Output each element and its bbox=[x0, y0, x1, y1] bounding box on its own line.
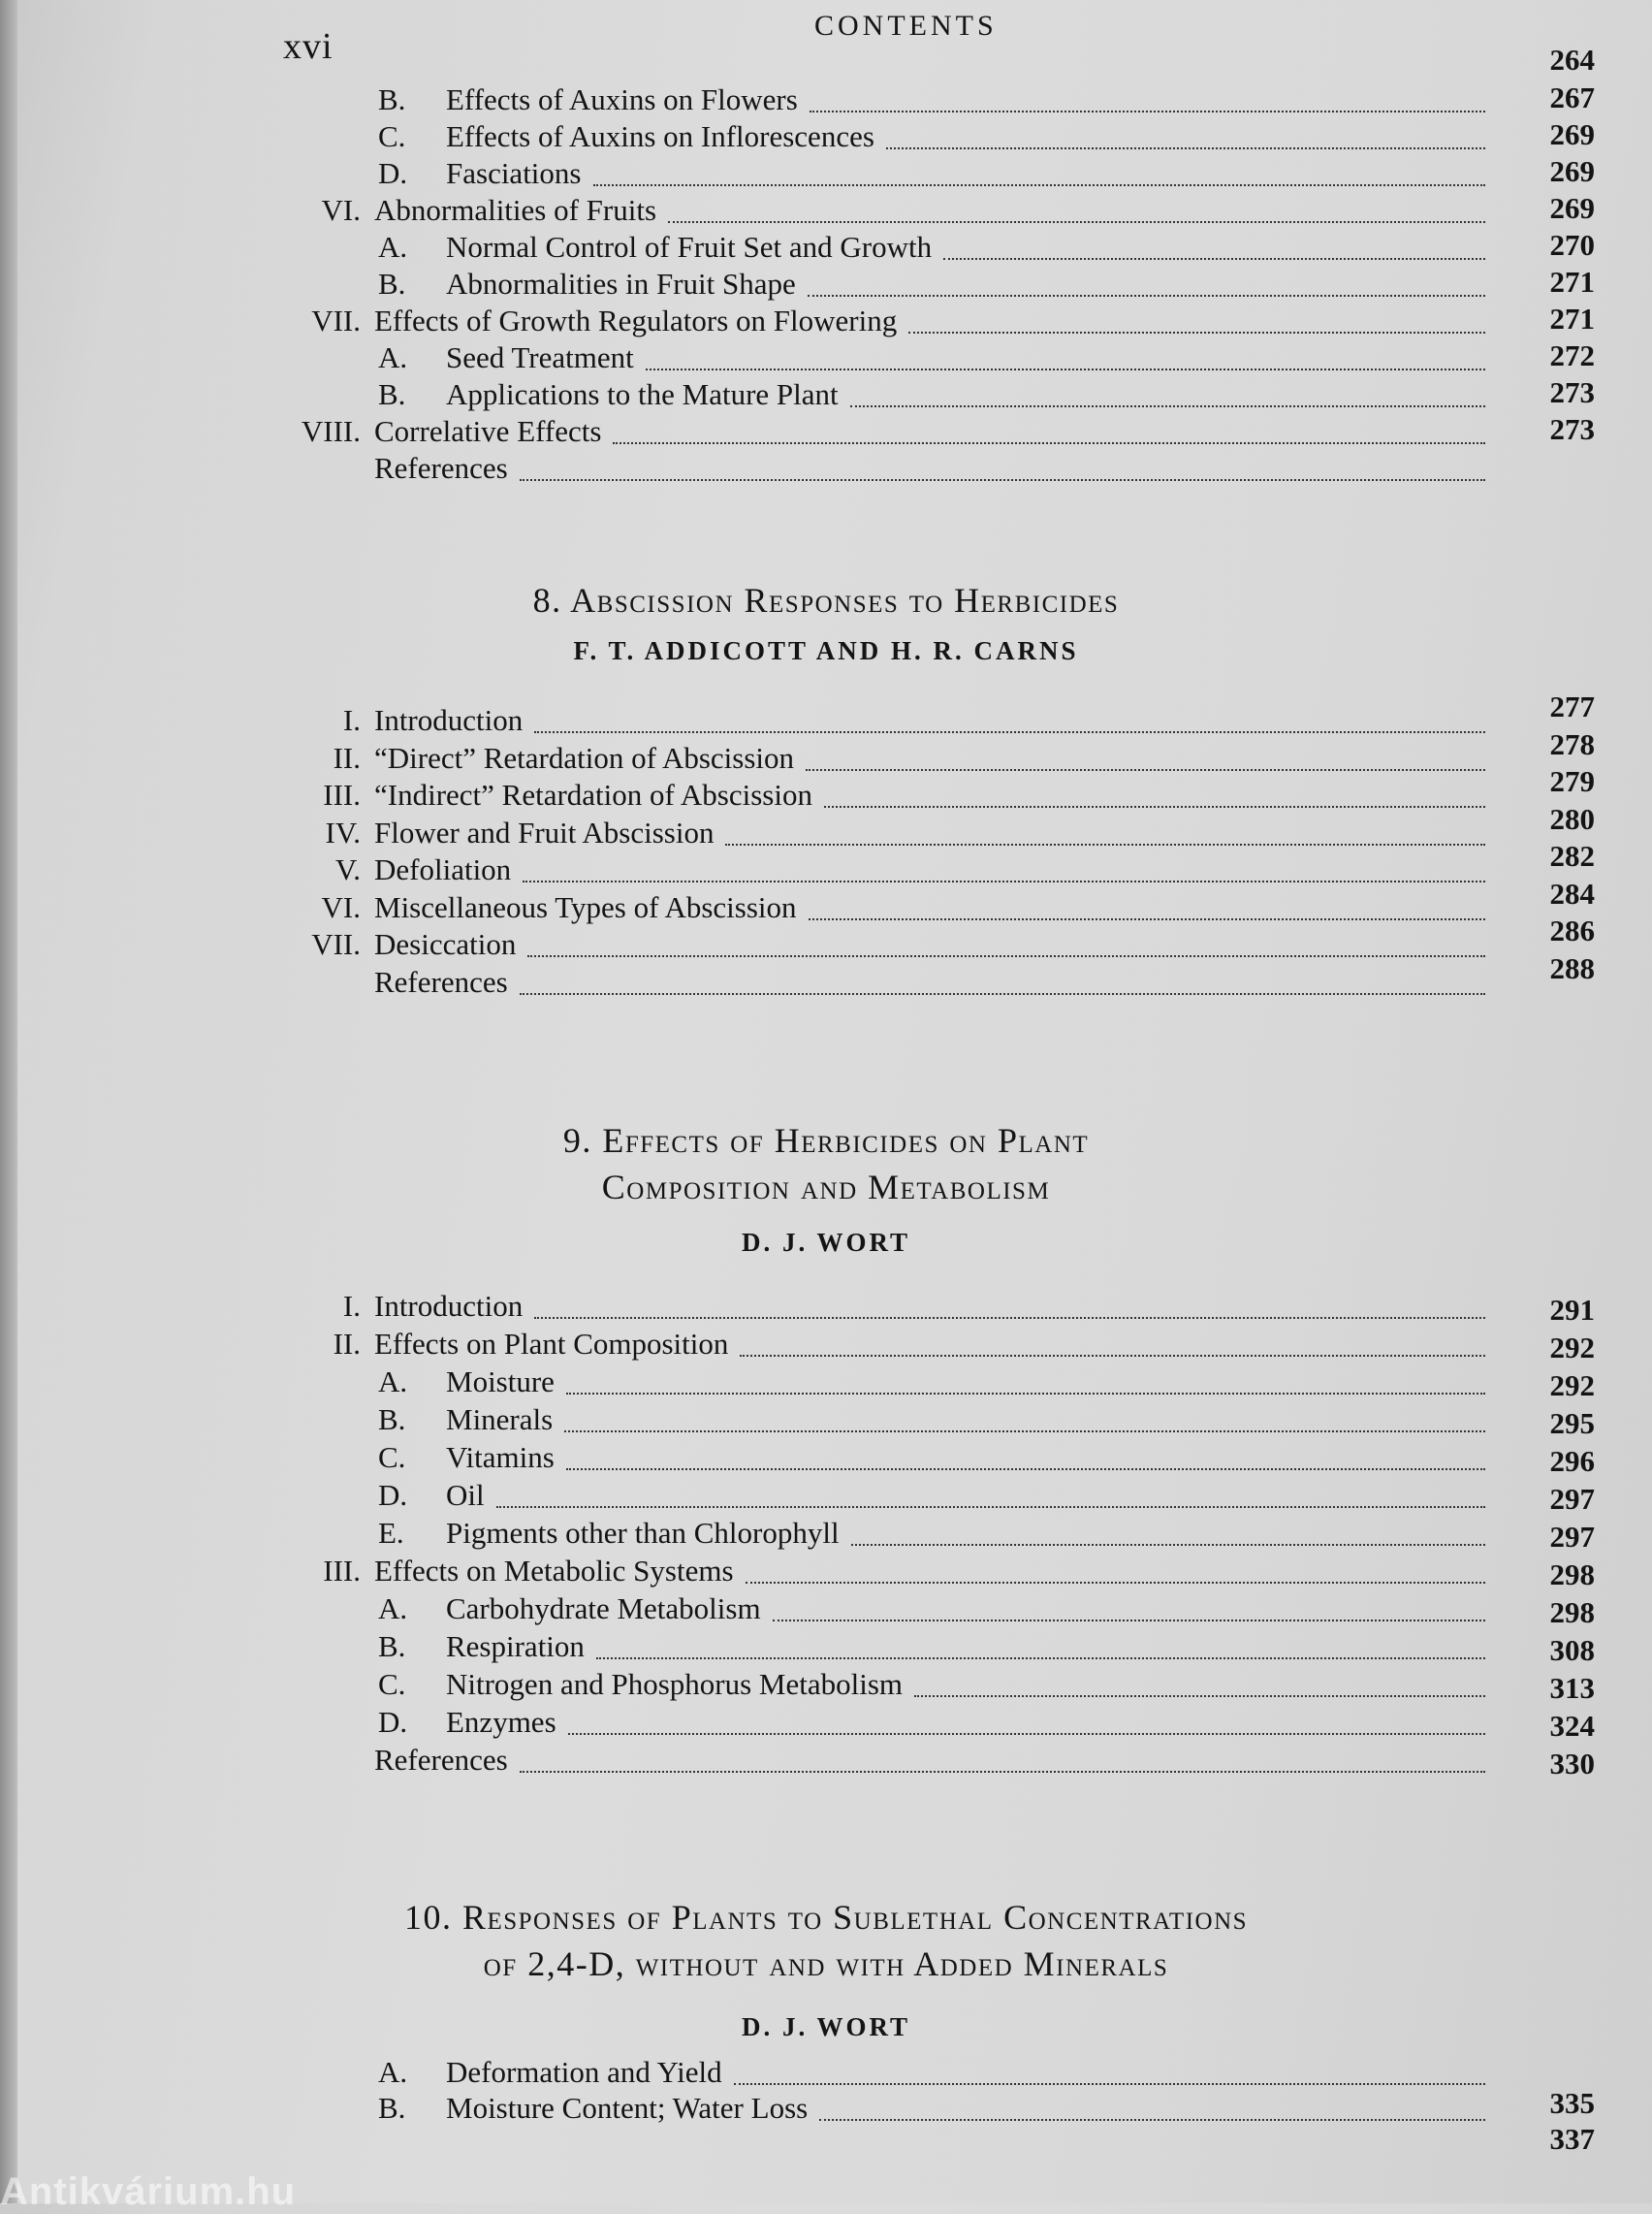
toc-row bbox=[0, 1590, 1652, 1627]
toc-row bbox=[0, 1666, 1652, 1703]
toc-entry-label: “Direct” Retardation of Abscission bbox=[374, 740, 795, 775]
toc-section-number: V. bbox=[334, 852, 361, 886]
toc-page-number: 330 bbox=[1549, 1747, 1595, 1781]
toc-entry-label: Effects on Plant Composition bbox=[374, 1327, 729, 1361]
toc-section-number: II. bbox=[333, 1327, 361, 1361]
toc-page-number: 271 bbox=[1549, 265, 1595, 299]
toc-entry-label: “Indirect” Retardation of Abscission bbox=[374, 778, 812, 812]
leader-dots bbox=[809, 918, 1485, 920]
toc-subsection-letter: B. bbox=[378, 1629, 406, 1663]
toc-row bbox=[0, 1742, 1652, 1779]
toc-subsection-letter: D. bbox=[378, 1705, 408, 1739]
toc-subsection-letter: A. bbox=[378, 1591, 408, 1625]
toc-subsection-letter: B. bbox=[378, 1402, 406, 1436]
toc-section-number: VII. bbox=[311, 304, 361, 337]
toc-entry-label: References bbox=[374, 451, 508, 485]
toc-entry-label: Abnormalities of Fruits bbox=[374, 193, 657, 227]
leader-dots bbox=[850, 405, 1485, 407]
watermark: Antikvárium.hu bbox=[0, 2170, 297, 2213]
toc-subsection-letter: B. bbox=[378, 267, 406, 301]
leader-dots bbox=[564, 1430, 1485, 1432]
leader-dots bbox=[810, 111, 1485, 112]
toc-page-number: 297 bbox=[1549, 1482, 1595, 1516]
toc-row bbox=[0, 726, 1652, 777]
toc-entry-label: Normal Control of Fruit Set and Growth bbox=[446, 230, 933, 264]
toc-row bbox=[0, 1553, 1652, 1589]
toc-page-number: 269 bbox=[1549, 154, 1595, 188]
leader-dots bbox=[886, 147, 1485, 149]
toc-entry-label: Carbohydrate Metabolism bbox=[446, 1591, 761, 1625]
chapter10-authors: D. J. WORT bbox=[741, 2012, 911, 2041]
toc-page-number: 292 bbox=[1549, 1368, 1595, 1402]
toc-page-number: 280 bbox=[1549, 801, 1595, 836]
leader-dots bbox=[534, 731, 1485, 733]
toc-page-number: 288 bbox=[1549, 950, 1595, 985]
toc-page-number: 292 bbox=[1549, 1331, 1595, 1364]
leader-dots bbox=[668, 221, 1485, 223]
toc-page-number: 273 bbox=[1549, 412, 1595, 446]
toc-subsection-letter: B. bbox=[378, 377, 406, 411]
chapter8-authors: F. T. ADDICOTT AND H. R. CARNS bbox=[573, 636, 1079, 665]
toc-subsection-letter: A. bbox=[378, 2055, 408, 2089]
chapter10-title-line2: of 2,4-D, without and with Added Minerals bbox=[483, 1944, 1169, 1983]
running-title: CONTENTS bbox=[814, 10, 998, 42]
toc-row bbox=[0, 155, 1652, 192]
chapter8-title: 8. Abscission Responses to Herbicides bbox=[532, 581, 1120, 620]
toc-entry-label: Fasciations bbox=[446, 156, 582, 190]
toc-row bbox=[0, 339, 1652, 376]
leader-dots bbox=[534, 1317, 1485, 1319]
leader-dots bbox=[566, 1468, 1485, 1470]
toc-row bbox=[0, 914, 1652, 963]
toc-entry-label: Minerals bbox=[446, 1402, 554, 1436]
leader-dots bbox=[808, 295, 1485, 297]
leader-dots bbox=[824, 806, 1485, 808]
leader-dots bbox=[523, 881, 1485, 882]
toc-row bbox=[0, 1704, 1652, 1741]
toc-row bbox=[0, 1288, 1652, 1325]
toc-page-number: 337 bbox=[1549, 2122, 1595, 2156]
leader-dots bbox=[725, 844, 1485, 846]
toc-row bbox=[0, 303, 1652, 339]
toc-page-number: 291 bbox=[1549, 1293, 1595, 1327]
toc-subsection-letter: A. bbox=[378, 230, 408, 264]
toc-page-number: 279 bbox=[1549, 764, 1595, 798]
toc-page-number: 298 bbox=[1549, 1595, 1595, 1629]
toc-entry-label: Moisture Content; Water Loss bbox=[446, 2091, 809, 2125]
toc-entry-label: Enzymes bbox=[446, 1705, 556, 1739]
toc-entry-label: References bbox=[374, 964, 508, 999]
toc-row bbox=[0, 1401, 1652, 1438]
toc-row bbox=[0, 801, 1652, 851]
toc-entry-label: Effects of Auxins on Inflorescences bbox=[446, 119, 874, 153]
leader-dots bbox=[773, 1620, 1485, 1621]
leader-dots bbox=[566, 1393, 1485, 1395]
toc-row bbox=[0, 1477, 1652, 1514]
toc-entry-label: Flower and Fruit Abscission bbox=[374, 815, 715, 850]
toc-section-number: VI. bbox=[321, 193, 361, 227]
leader-dots bbox=[613, 442, 1485, 444]
toc-entry-label: Effects of Growth Regulators on Flowering bbox=[374, 304, 898, 337]
toc-section-number: VII. bbox=[311, 927, 361, 961]
toc-entry-label: References bbox=[374, 1743, 508, 1777]
toc-row bbox=[0, 2090, 1652, 2156]
toc-entry-label: Pigments other than Chlorophyll bbox=[446, 1516, 840, 1550]
toc-subsection-letter: B. bbox=[378, 2091, 406, 2125]
toc-entry-label: Applications to the Mature Plant bbox=[446, 377, 839, 411]
page-header bbox=[0, 0, 1652, 68]
leader-dots bbox=[734, 2083, 1485, 2085]
toc-entry-label: Abnormalities in Fruit Shape bbox=[446, 267, 796, 301]
chapter9-title-line1: 9. Effects of Herbicides on Plant bbox=[562, 1121, 1090, 1160]
leader-dots bbox=[806, 769, 1485, 771]
toc-page-number: 297 bbox=[1549, 1520, 1595, 1554]
toc-page-number: 313 bbox=[1549, 1671, 1595, 1705]
toc-row bbox=[0, 229, 1652, 266]
toc-section-number: I. bbox=[342, 1289, 361, 1323]
toc-entry-label: Miscellaneous Types of Abscission bbox=[374, 889, 797, 924]
toc-row bbox=[0, 413, 1652, 450]
toc-entry-label: Vitamins bbox=[446, 1440, 555, 1474]
toc-subsection-letter: C. bbox=[378, 119, 406, 153]
toc-entry-label: Nitrogen and Phosphorus Metabolism bbox=[446, 1667, 903, 1701]
toc-row bbox=[0, 1628, 1652, 1665]
toc-row bbox=[0, 950, 1652, 1001]
toc-section-number: I. bbox=[342, 703, 361, 737]
toc-row bbox=[0, 118, 1652, 155]
toc-page-number: 335 bbox=[1549, 2086, 1595, 2120]
toc-subsection-letter: B. bbox=[378, 82, 406, 116]
toc-entry-label: Effects of Auxins on Flowers bbox=[446, 82, 798, 116]
toc-page-number: 324 bbox=[1549, 1709, 1595, 1743]
leader-dots bbox=[819, 2119, 1485, 2121]
toc-entry-label: Seed Treatment bbox=[446, 340, 634, 374]
toc-page-number: 295 bbox=[1549, 1406, 1595, 1440]
toc-entry-label: Oil bbox=[446, 1478, 485, 1512]
toc-row bbox=[0, 764, 1652, 814]
toc-page-number: 270 bbox=[1549, 228, 1595, 262]
chapter10-title-line1: 10. Responses of Plants to Sublethal Concentrations bbox=[403, 1898, 1249, 1937]
toc-entry-label: Moisture bbox=[446, 1364, 555, 1398]
toc-row bbox=[0, 690, 1652, 739]
toc-row bbox=[0, 1439, 1652, 1476]
toc-row bbox=[0, 450, 1652, 487]
leader-dots bbox=[746, 1582, 1485, 1584]
toc-subsection-letter: E. bbox=[378, 1516, 404, 1550]
toc-page-number: 272 bbox=[1549, 338, 1595, 372]
toc-section-number: VIII. bbox=[301, 414, 361, 448]
toc-entry-label: Introduction bbox=[374, 703, 524, 737]
toc-entry-label: Introduction bbox=[374, 1289, 524, 1323]
toc-subsection-letter: A. bbox=[378, 340, 408, 374]
toc-section-number: IV. bbox=[325, 815, 361, 850]
chapter9-title-line2: Composition and Metabolism bbox=[601, 1168, 1051, 1206]
toc-page-number: 269 bbox=[1549, 117, 1595, 151]
toc-page-number: 282 bbox=[1549, 839, 1595, 873]
toc-page-number: 296 bbox=[1549, 1444, 1595, 1478]
toc-section-number: III. bbox=[323, 1554, 361, 1588]
toc-page-number: 308 bbox=[1549, 1633, 1595, 1667]
toc-row bbox=[0, 376, 1652, 413]
toc-row bbox=[0, 1515, 1652, 1552]
page-number: xvi bbox=[283, 26, 334, 67]
toc-row bbox=[0, 839, 1652, 888]
toc-section-number: VI. bbox=[321, 889, 361, 924]
toc-page-number: 286 bbox=[1549, 914, 1595, 947]
toc-page-number: 264 bbox=[1549, 43, 1595, 77]
toc-row bbox=[0, 81, 1652, 118]
toc-row bbox=[0, 266, 1652, 303]
toc-subsection-letter: D. bbox=[378, 1478, 408, 1512]
toc-page-number: 271 bbox=[1549, 302, 1595, 336]
toc-subsection-letter: C. bbox=[378, 1667, 406, 1701]
leader-dots bbox=[593, 184, 1486, 186]
toc-page-number: 267 bbox=[1549, 80, 1595, 114]
toc-entry-label: Deformation and Yield bbox=[446, 2055, 722, 2089]
toc-page-number: 284 bbox=[1549, 876, 1595, 911]
toc-section-number: III. bbox=[323, 778, 361, 812]
toc-subsection-letter: C. bbox=[378, 1440, 406, 1474]
toc-page-number: 278 bbox=[1549, 726, 1595, 761]
leader-dots bbox=[646, 369, 1485, 370]
leader-dots bbox=[496, 1506, 1485, 1508]
toc-entry-label: Effects on Metabolic Systems bbox=[374, 1554, 734, 1588]
toc-row bbox=[0, 192, 1652, 229]
leader-dots bbox=[520, 993, 1485, 995]
leader-dots bbox=[908, 332, 1485, 334]
leader-dots bbox=[568, 1733, 1485, 1735]
leader-dots bbox=[596, 1657, 1485, 1659]
toc-entry-label: Respiration bbox=[446, 1629, 585, 1663]
toc-row bbox=[0, 1326, 1652, 1363]
toc-subsection-letter: D. bbox=[378, 156, 408, 190]
leader-dots bbox=[914, 1695, 1485, 1697]
leader-dots bbox=[520, 1771, 1485, 1773]
toc-row bbox=[0, 1364, 1652, 1400]
toc-page-number: 269 bbox=[1549, 191, 1595, 225]
toc-page-number: 277 bbox=[1549, 690, 1595, 723]
leader-dots bbox=[527, 955, 1485, 957]
chapter9-authors: D. J. WORT bbox=[741, 1228, 911, 1257]
toc-page-number: 273 bbox=[1549, 375, 1595, 409]
toc-row bbox=[0, 876, 1652, 926]
toc-section-number: II. bbox=[333, 740, 361, 775]
leader-dots bbox=[740, 1355, 1485, 1357]
toc-page-number: 298 bbox=[1549, 1557, 1595, 1591]
leader-dots bbox=[943, 258, 1485, 260]
toc-entry-label: Defoliation bbox=[374, 852, 512, 886]
toc-entry-label: Desiccation bbox=[374, 927, 517, 961]
leader-dots bbox=[851, 1544, 1485, 1546]
leader-dots bbox=[520, 479, 1485, 481]
toc-subsection-letter: A. bbox=[378, 1364, 408, 1398]
toc-entry-label: Correlative Effects bbox=[374, 414, 602, 448]
